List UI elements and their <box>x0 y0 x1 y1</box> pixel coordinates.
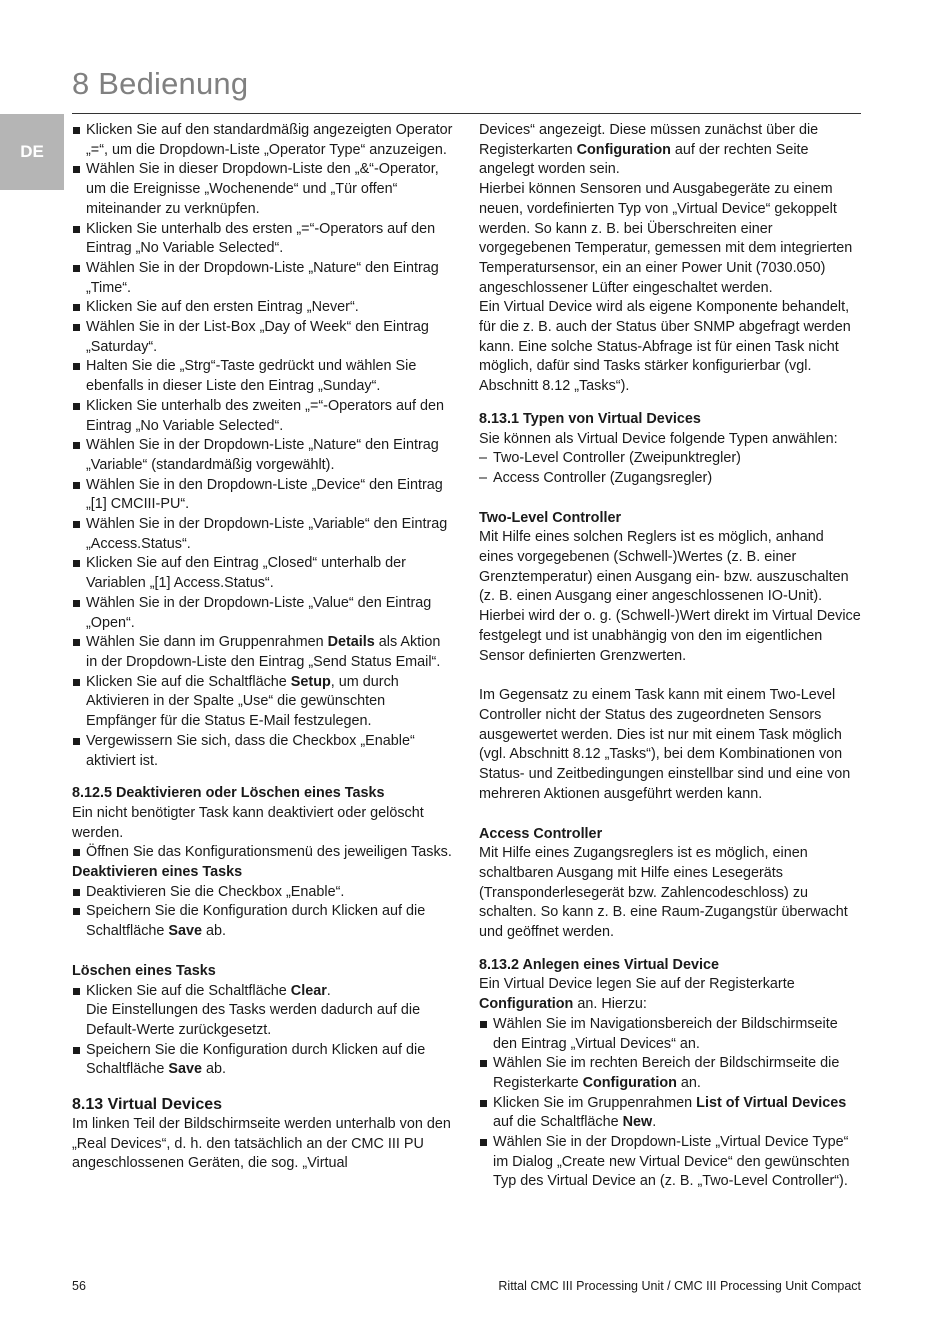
item-note: Die Einstellungen des Tasks werden dadurch auf die Default-Werte zurückgesetzt. <box>86 1002 421 1038</box>
item-text: . <box>652 1114 657 1131</box>
item-text: Access Controller (Zugangsregler) <box>493 469 713 486</box>
create-steps-list <box>479 1015 862 1192</box>
item-text: auf die Schaltfläche <box>493 1114 623 1131</box>
list-item: Klicken Sie auf den ersten Eintrag „Never“. <box>72 298 455 318</box>
paragraph <box>479 975 862 1014</box>
right-column <box>479 121 862 1192</box>
list-item: Klicken Sie auf den standardmäßig angezeigten Operator „=“, um die Dropdown-Liste „Operator Type“ anzuzeigen. <box>72 121 455 160</box>
list-item: Wählen Sie in der List-Box „Day of Week“ den Eintrag „Saturday“. <box>72 318 455 357</box>
item-bold: Setup <box>290 673 331 690</box>
text: auf der rechten Seite angelegt worden sein. <box>479 141 809 178</box>
paragraph: Im Gegensatz zu einem Task kann mit einem Two-Level Controller nicht der Status des zugeordneten Sensors ausgewertet werden. Dies ist nur mit einem Task möglich (vgl. Abschnitt 8.12 „Tasks“), bei dem Kombinationen von Status- und Zeitbedingungen einstellbar sind und eine von mehreren Aktionen ausgeführt werden kann. <box>479 687 851 802</box>
item-bold: Clear <box>290 982 327 999</box>
left-column <box>72 121 455 1174</box>
spacer <box>72 942 455 962</box>
section-heading-8-13-2: 8.13.2 Anlegen eines Virtual Device <box>479 956 719 973</box>
list-item: Klicken Sie auf den Eintrag „Closed“ unterhalb der Variablen „[1] Access.Status“. <box>72 554 455 593</box>
item-bold: List of Virtual Devices <box>696 1094 847 1111</box>
item-text: Klicken Sie auf die Schaltfläche <box>86 982 291 999</box>
item-text: ab. <box>202 1061 227 1078</box>
item-text: Wählen Sie im rechten Bereich der Bildschirmseite die Registerkarte <box>493 1055 840 1091</box>
item-text: Speichern Sie die Konfiguration durch Klicken auf die Schaltfläche <box>86 903 426 940</box>
item-text: . <box>326 982 331 999</box>
paragraph: Hierbei können Sensoren und Ausgabegeräte zu einem neuen, vordefinierten Typ von „Virtual Device“ gekoppelt werden. So kann z. B. bei Überschreiten einer vorgegebenen Temperatur, gemessen mit dem integrierten Temperatursensor, ein an einer Power Unit (7030.050) angeschlossener Lüfter eingeschaltet werden. <box>479 181 853 296</box>
item-bold: Save <box>168 1061 203 1078</box>
text-bold: Configuration <box>576 141 671 158</box>
list-item: Halten Sie die „Strg“-Taste gedrückt und wählen Sie ebenfalls in dieser Liste den Eintrag „Sunday“. <box>72 357 455 396</box>
list-item <box>72 673 455 732</box>
subheading-deactivate: Deaktivieren eines Tasks <box>72 864 243 881</box>
item-text: an. <box>676 1074 701 1091</box>
item-bold: Save <box>168 923 203 940</box>
item-text: Two-Level Controller (Zweipunktregler) <box>493 450 741 467</box>
list-item: Deaktivieren Sie die Checkbox „Enable“. <box>72 883 455 903</box>
paragraph: Ein nicht benötigter Task kann deaktiviert oder gelöscht werden. <box>72 804 424 841</box>
list-item <box>479 1054 862 1093</box>
item-text: ab. <box>202 923 227 940</box>
text-bold: Configuration <box>479 996 574 1013</box>
section-heading-8-13: 8.13 Virtual Devices <box>72 1096 223 1114</box>
subheading-two-level: Two-Level Controller <box>479 509 622 526</box>
paragraph: Sie können als Virtual Device folgende Typen anwählen: <box>479 430 838 447</box>
chapter-title: 8 Bedienung <box>72 66 249 101</box>
list-item: Wählen Sie im Navigationsbereich der Bildschirmseite den Eintrag „Virtual Devices“ an. <box>479 1015 862 1054</box>
list-item <box>479 469 862 489</box>
dash-marker: – <box>479 450 488 467</box>
section-heading-8-12-5: 8.12.5 Deaktivieren oder Löschen eines Tasks <box>72 785 385 802</box>
dash-marker: – <box>479 469 488 486</box>
list-item: Wählen Sie in der Dropdown-Liste „Nature“ den Eintrag „Variable“ (standardmäßig vorgewählt). <box>72 436 455 475</box>
section-heading-8-13-1: 8.13.1 Typen von Virtual Devices <box>479 410 701 427</box>
item-bold: Configuration <box>582 1074 677 1091</box>
item-bold: Details <box>327 634 375 651</box>
item-text: als Aktion in der Dropdown-Liste den Eintrag „Send Status Email“. <box>86 634 441 670</box>
list-item: Öffnen Sie das Konfigurationsmenü des jeweiligen Tasks. <box>72 843 455 863</box>
language-tab: DE <box>0 114 64 190</box>
list-item: Wählen Sie in der Dropdown-Liste „Virtual Device Type“ im Dialog „Create new Virtual Device“ den gewünschten Typ des Virtual Device an (z. B. „Two-Level Controller“). <box>479 1133 862 1192</box>
list-item: Wählen Sie in dieser Dropdown-Liste den „&“-Operator, um die Ereignisse „Wochenende“ und „Tür offen“ miteinander zu verknüpfen. <box>72 160 455 219</box>
deactivate-steps-list <box>72 883 455 942</box>
item-text: Wählen Sie dann im Gruppenrahmen <box>86 634 328 651</box>
item-bold: New <box>622 1114 653 1131</box>
paragraph <box>479 121 862 180</box>
paragraph: Mit Hilfe eines Zugangsreglers ist es möglich, einen schaltbaren Ausgang mit Hilfe eines Lesegeräts (Transponderlesegerät bzw. Zahlencodeschloss) zu schalten. So kann z. B. eine Raum-Zugangstür überwacht und geöffnet werden. <box>479 845 848 941</box>
subheading-delete: Löschen eines Tasks <box>72 962 216 979</box>
list-item <box>72 902 455 941</box>
list-item: Wählen Sie in der Dropdown-Liste „Nature“ den Eintrag „Time“. <box>72 259 455 298</box>
list-item <box>479 449 862 469</box>
list-item: Wählen Sie in der Dropdown-Liste „Value“ den Eintrag „Open“. <box>72 594 455 633</box>
task-steps-list <box>72 121 455 771</box>
item-text: , um durch Aktivieren in der Spalte „Use“ die gewünschten Empfänger für die Status E-Mail festzulegen. <box>86 673 399 730</box>
list-item <box>72 1041 455 1080</box>
spacer <box>479 666 862 686</box>
paragraph: Im linken Teil der Bildschirmseite werden unterhalb von den „Real Devices“, d. h. den tatsächlich an der CMC III PU angeschlossenen Geräten, die sog. „Virtual <box>72 1116 451 1172</box>
item-text: Speichern Sie die Konfiguration durch Klicken auf die Schaltfläche <box>86 1041 426 1078</box>
list-item <box>72 633 455 672</box>
subheading-access: Access Controller <box>479 825 603 842</box>
list-item <box>72 982 455 1041</box>
paragraph: Mit Hilfe eines solchen Reglers ist es möglich, anhand eines vorgegebenen (Schwell-)Wertes (z. B. einer Grenztemperatur) einen Ausgang ein- bzw. auszuschalten (z. B. einen Ausgang einer angeschlossenen IO-Unit). Hierbei wird der o. g. (Schwell-)Wert direkt im Virtual Device festgelegt und ist unabhängig von den im eigentlichen Sensor definierten Grenzwerten. <box>479 529 861 664</box>
list-item: Vergewissern Sie sich, dass die Checkbox „Enable“ aktiviert ist. <box>72 732 455 771</box>
title-rule <box>72 113 861 114</box>
list-item: Klicken Sie unterhalb des ersten „=“-Operators auf den Eintrag „No Variable Selected“. <box>72 220 455 259</box>
item-text: Klicken Sie auf die Schaltfläche <box>86 673 291 690</box>
paragraph: Ein Virtual Device wird als eigene Komponente behandelt, für die z. B. auch der Status über SNMP abgefragt werden kann. Eine solche Status-Abfrage ist für einen Task nicht möglich, dafür sind Tasks stärker konfigurierbar (vgl. Abschnitt 8.12 „Tasks“). <box>479 299 851 395</box>
list-item: Klicken Sie unterhalb des zweiten „=“-Operators auf den Eintrag „No Variable Selected“. <box>72 397 455 436</box>
open-step-list <box>72 843 455 863</box>
text: an. Hierzu: <box>573 996 647 1013</box>
spacer <box>479 805 862 825</box>
list-item: Wählen Sie in den Dropdown-Liste „Device“ den Eintrag „[1] CMCIII-PU“. <box>72 476 455 515</box>
delete-steps-list <box>72 982 455 1081</box>
footer-doc-title: Rittal CMC III Processing Unit / CMC III Processing Unit Compact <box>498 1279 861 1293</box>
text: Devices“ angezeigt. Diese müssen zunächst über die Registerkarten <box>479 122 819 158</box>
item-text: Klicken Sie im Gruppenrahmen <box>493 1094 697 1111</box>
list-item: Wählen Sie in der Dropdown-Liste „Variable“ den Eintrag „Access.Status“. <box>72 515 455 554</box>
list-item <box>479 1094 862 1133</box>
spacer <box>479 489 862 509</box>
page-number: 56 <box>72 1279 86 1293</box>
types-list <box>479 449 862 488</box>
text: Ein Virtual Device legen Sie auf der Registerkarte <box>479 976 795 993</box>
